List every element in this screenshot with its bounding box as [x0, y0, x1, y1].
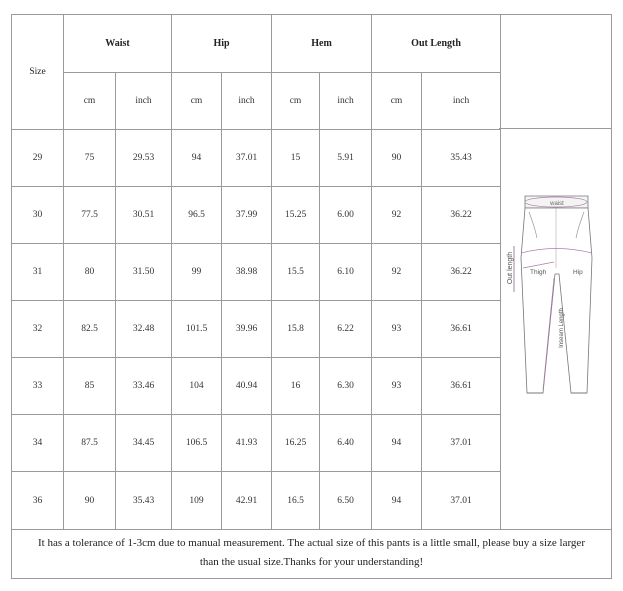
note-line-1: It has a tolerance of 1-3cm due to manual measurement. The actual size of this pants is a little small, please buy a size larger — [38, 537, 585, 549]
blank-header-cell — [499, 14, 612, 129]
unit-header: cm — [372, 73, 422, 130]
unit-header: cm — [64, 73, 116, 130]
hip-label: Hip — [573, 269, 583, 276]
measurement-cell: 31.50 — [116, 244, 172, 301]
measurement-cell: 85 — [64, 358, 116, 415]
measurement-cell: 35.43 — [422, 130, 501, 187]
measurement-cell: 109 — [172, 472, 222, 530]
measurement-cell: 41.93 — [222, 415, 272, 472]
measurement-cell: 90 — [372, 130, 422, 187]
measurement-cell: 29.53 — [116, 130, 172, 187]
measurement-cell: 36.22 — [422, 187, 501, 244]
table-row — [12, 187, 501, 244]
measurement-cell: 34.45 — [116, 415, 172, 472]
measurement-cell: 39.96 — [222, 301, 272, 358]
measurement-cell: 42.91 — [222, 472, 272, 530]
measurement-cell: 16.5 — [272, 472, 320, 530]
measurement-cell: 36.22 — [422, 244, 501, 301]
measurement-cell: 33.46 — [116, 358, 172, 415]
size-table — [11, 14, 501, 530]
size-header: Size — [12, 15, 64, 130]
measurement-cell: 77.5 — [64, 187, 116, 244]
measurement-cell: 6.10 — [320, 244, 372, 301]
measurement-cell: 37.99 — [222, 187, 272, 244]
measurement-cell: 36.61 — [422, 301, 501, 358]
measurement-cell: 94 — [372, 415, 422, 472]
measurement-cell: 82.5 — [64, 301, 116, 358]
measurement-cell: 6.40 — [320, 415, 372, 472]
measurement-cell: 15.25 — [272, 187, 320, 244]
pants-outline — [521, 208, 592, 393]
measurement-cell: 16 — [272, 358, 320, 415]
measurement-cell: 87.5 — [64, 415, 116, 472]
measurement-cell: 6.50 — [320, 472, 372, 530]
pants-diagram-cell — [499, 128, 612, 530]
measurement-cell: 106.5 — [172, 415, 222, 472]
measurement-cell: 80 — [64, 244, 116, 301]
measurement-cell: 15 — [272, 130, 320, 187]
size-cell: 30 — [12, 187, 64, 244]
unit-header: cm — [172, 73, 222, 130]
measurement-cell: 38.98 — [222, 244, 272, 301]
table-row — [12, 130, 501, 187]
size-cell: 34 — [12, 415, 64, 472]
measurement-cell: 6.00 — [320, 187, 372, 244]
measurement-cell: 37.01 — [222, 130, 272, 187]
measurement-cell: 101.5 — [172, 301, 222, 358]
measurement-cell: 99 — [172, 244, 222, 301]
table-row — [12, 358, 501, 415]
size-cell: 36 — [12, 472, 64, 530]
size-cell: 32 — [12, 301, 64, 358]
measurement-cell: 75 — [64, 130, 116, 187]
pants-diagram — [499, 128, 611, 529]
unit-header: inch — [320, 73, 372, 130]
measurement-cell: 37.01 — [422, 472, 501, 530]
measurement-cell: 94 — [172, 130, 222, 187]
measurement-cell: 94 — [372, 472, 422, 530]
measurement-cell: 30.51 — [116, 187, 172, 244]
measurement-cell: 32.48 — [116, 301, 172, 358]
hip-header: Hip — [172, 15, 272, 73]
measurement-cell: 36.61 — [422, 358, 501, 415]
measurement-cell: 40.94 — [222, 358, 272, 415]
table-row — [12, 301, 501, 358]
measurement-cell: 90 — [64, 472, 116, 530]
measurement-cell: 35.43 — [116, 472, 172, 530]
thigh-label: Thigh — [530, 269, 547, 276]
size-cell: 33 — [12, 358, 64, 415]
measurement-cell: 93 — [372, 301, 422, 358]
size-cell: 31 — [12, 244, 64, 301]
measurement-cell: 92 — [372, 244, 422, 301]
measurement-cell: 104 — [172, 358, 222, 415]
table-row — [12, 472, 501, 530]
out-length-header: Out Length — [372, 15, 501, 73]
unit-header: inch — [116, 73, 172, 130]
table-row — [12, 244, 501, 301]
out-length-label: Out length — [507, 251, 514, 285]
size-cell: 29 — [12, 130, 64, 187]
unit-header: inch — [422, 73, 501, 130]
measurement-cell: 92 — [372, 187, 422, 244]
measurement-cell: 15.8 — [272, 301, 320, 358]
unit-header: cm — [272, 73, 320, 130]
tolerance-note — [12, 530, 611, 578]
measurement-cell: 16.25 — [272, 415, 320, 472]
measurement-cell: 96.5 — [172, 187, 222, 244]
measurement-cell: 15.5 — [272, 244, 320, 301]
measurement-cell: 6.30 — [320, 358, 372, 415]
measurement-cell: 5.91 — [320, 130, 372, 187]
waist-header: Waist — [64, 15, 172, 73]
unit-header: inch — [222, 73, 272, 130]
note-line-2: than the usual size.Thanks for your understanding! — [199, 556, 424, 568]
inseam-label: Inseam Length — [559, 308, 565, 348]
measurement-cell: 93 — [372, 358, 422, 415]
measurement-cell: 6.22 — [320, 301, 372, 358]
measurement-cell: 37.01 — [422, 415, 501, 472]
table-row — [12, 415, 501, 472]
hem-header: Hem — [272, 15, 372, 73]
waist-label: waist — [550, 201, 564, 207]
